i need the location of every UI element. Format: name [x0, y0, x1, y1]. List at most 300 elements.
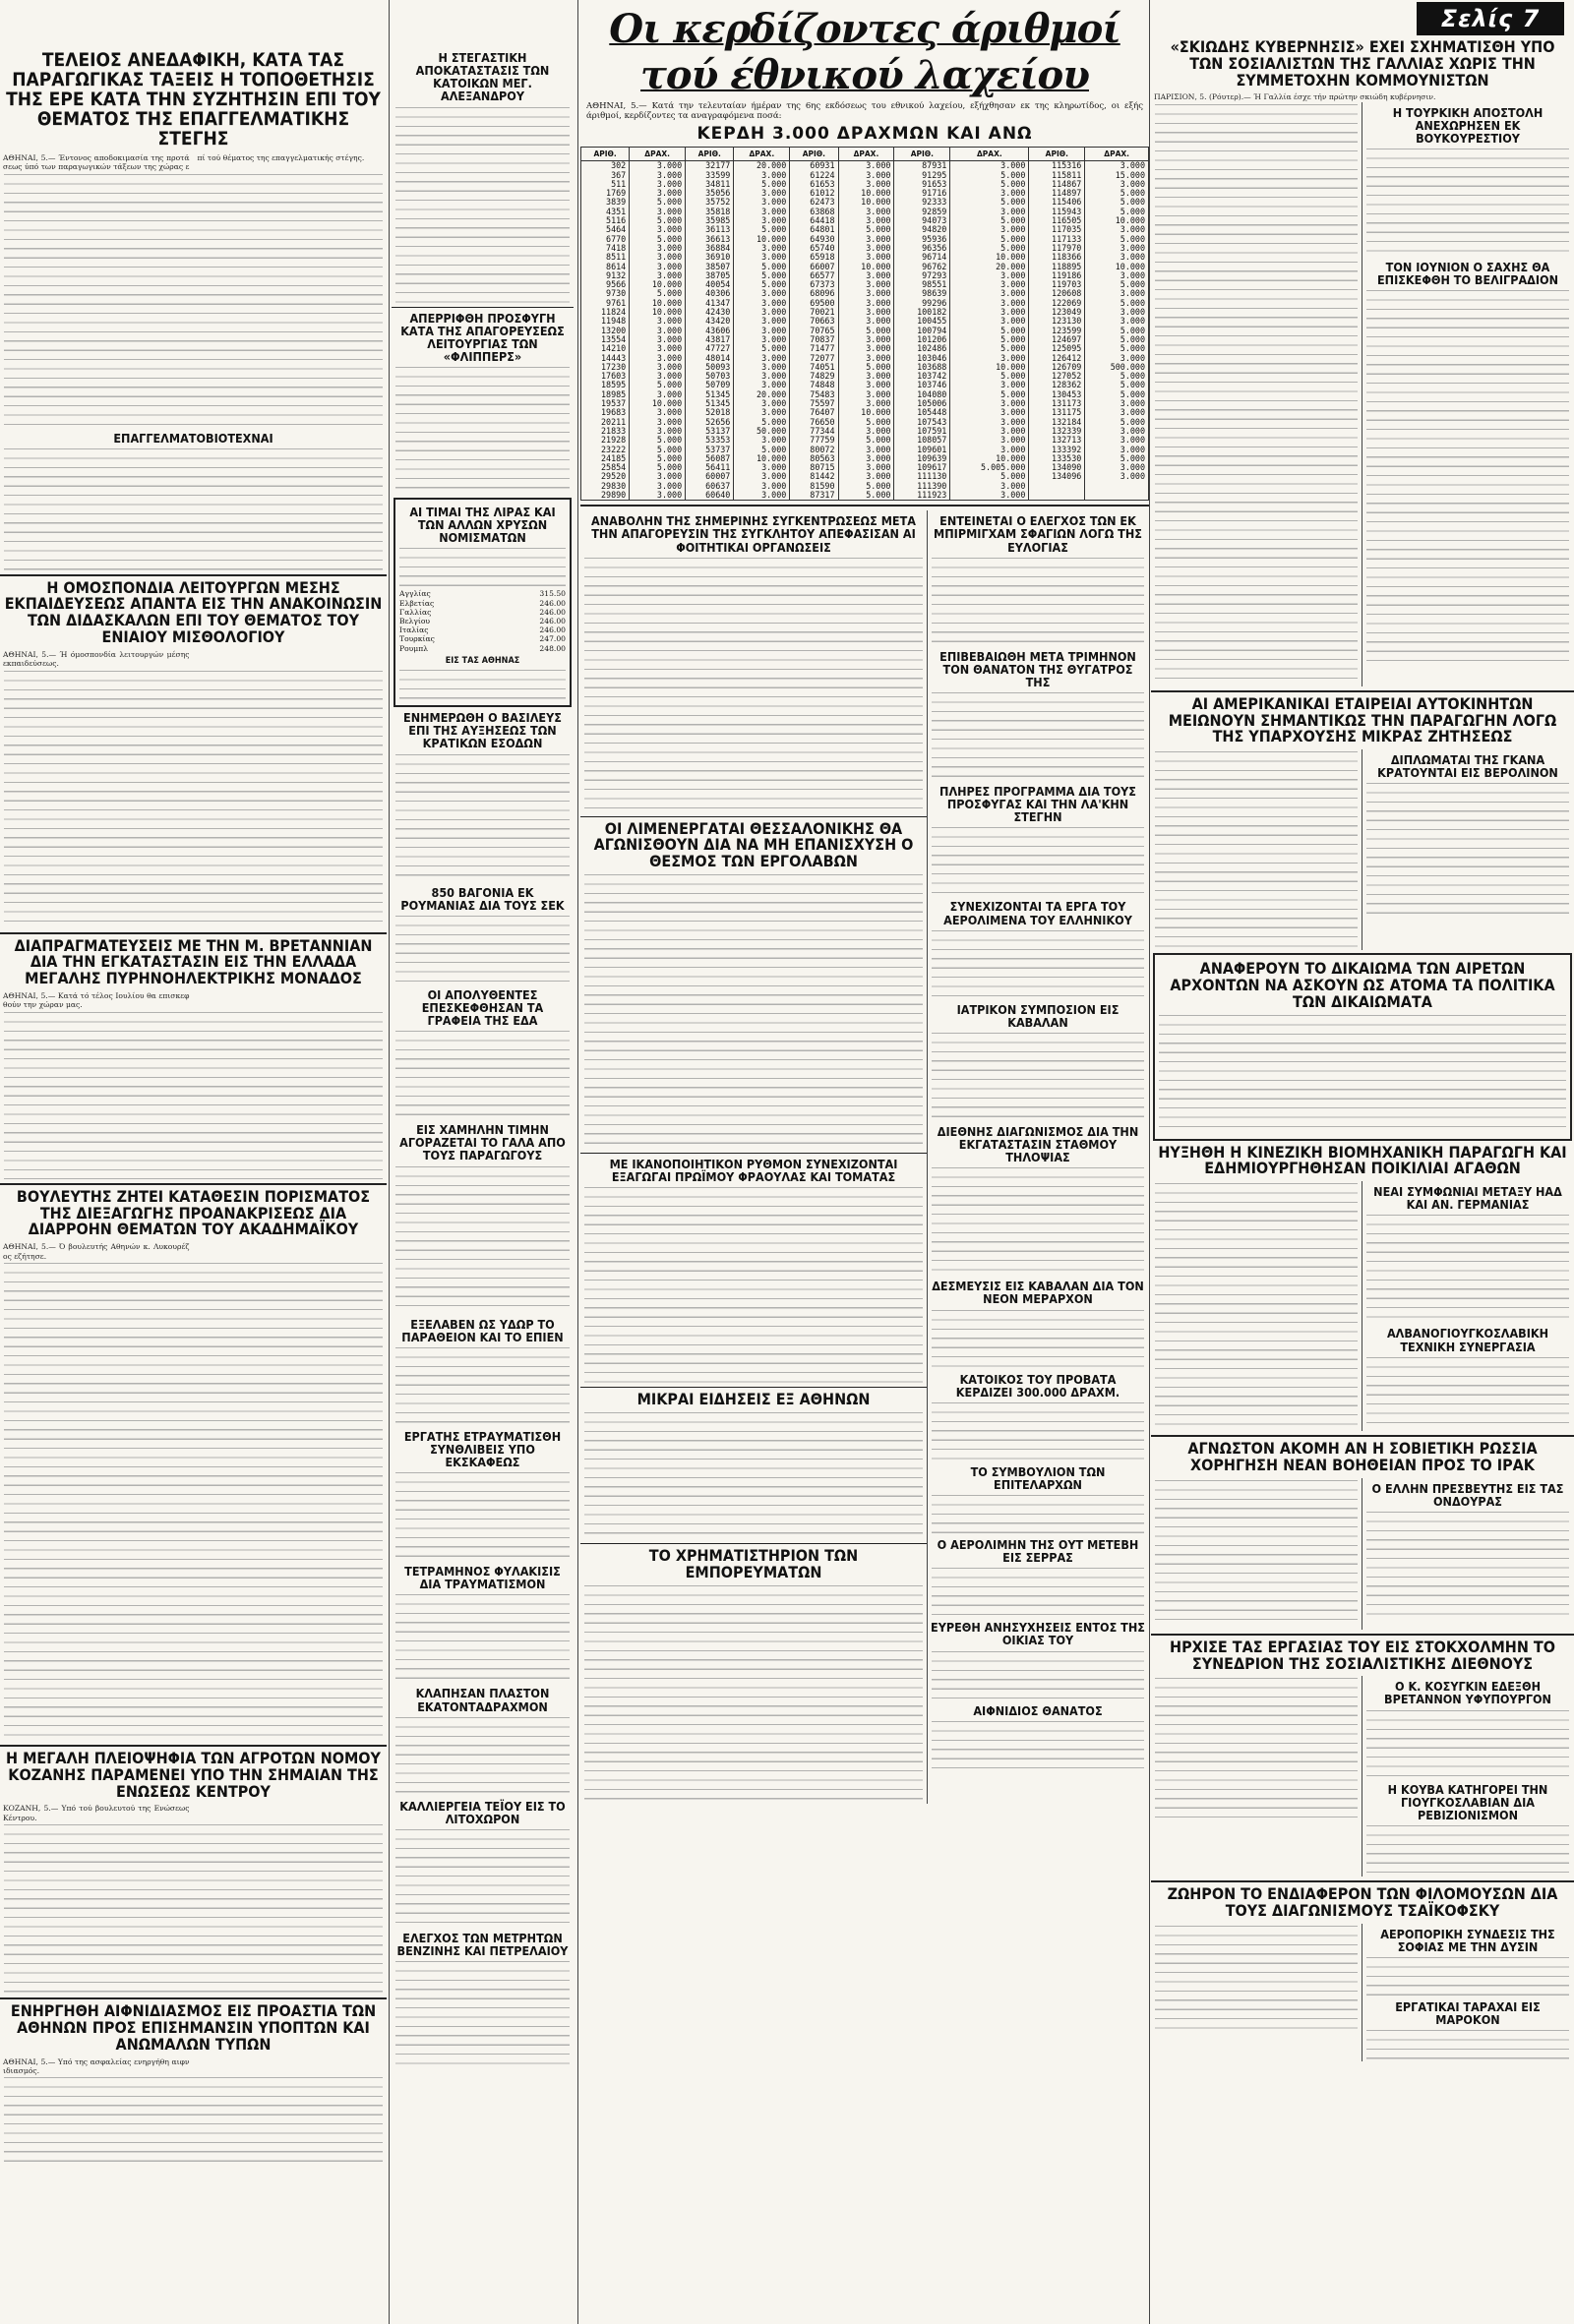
lottery-cell: 3.000	[734, 208, 790, 216]
lottery-cell: 3.000	[1085, 408, 1149, 417]
lottery-cell: 38705	[686, 271, 734, 280]
lottery-cell: 3.000	[630, 390, 686, 399]
lottery-cell: 5.000	[1085, 335, 1149, 344]
lottery-cell: 3.000	[950, 189, 1029, 198]
lottery-cell: 3.000	[1085, 436, 1149, 445]
article-body	[395, 754, 570, 882]
lottery-cell: 5.000	[838, 327, 894, 335]
headline: ΕΥΡΕΘΗ ΑΝΗΣΥΧΗΣΕΙΣ ΕΝΤΟΣ ΤΗΣ ΟΙΚΙΑΣ ΤΟΥ	[931, 1620, 1145, 1648]
lottery-cell: 35752	[686, 198, 734, 207]
lottery-cell: 119186	[1029, 271, 1085, 280]
lottery-cell: 128362	[1029, 381, 1085, 389]
article-body	[395, 1347, 570, 1426]
article-body	[395, 1031, 570, 1119]
lottery-cell: 33599	[686, 171, 734, 180]
lottery-cell: 10.000	[950, 253, 1029, 262]
lottery-cell: 122069	[1029, 299, 1085, 308]
lottery-cell: 92333	[894, 198, 950, 207]
lottery-cell: 5.000	[950, 335, 1029, 344]
lottery-cell: 10.000	[950, 363, 1029, 372]
lottery-cell: 50093	[686, 363, 734, 372]
headline: ΔΙΑΠΡΑΓΜΑΤΕΥΣΕΙΣ ΜΕ ΤΗΝ Μ. ΒΡΕΤΑΝΝΙΑΝ ΔΙΑ ΤΗΝ ΕΓΚΑΤΑΣΤΑΣΙΝ ΕΙΣ ΤΗΝ ΕΛΛΑΔΑ ΜΕΓΑΛΗΣ ΠΥΡΗΝΟΗΛΕΚΤΡΙΚΗΣ ΜΟΝΑΔΟΣ	[14, 935, 373, 988]
lottery-cell: 109617	[894, 463, 950, 472]
lottery-cell: 72077	[790, 354, 838, 363]
lottery-cell: 5.000	[630, 235, 686, 244]
lottery-cell: 74829	[790, 372, 838, 381]
headline: ΔΕΣΜΕΥΣΙΣ ΕΙΣ ΚΑΒΑΛΑΝ ΔΙΑ ΤΟΝ ΝΕΟΝ ΜΕΡΑΡΧΟΝ	[932, 1279, 1144, 1307]
lottery-cell: 3.000	[838, 308, 894, 317]
headline: ΕΠΙΒΕΒΑΙΩΘΗ ΜΕΤΑ ΤΡΙΜΗΝΟΝ ΤΟΝ ΘΑΝΑΤΟΝ ΤΗΣ ΘΥΓΑΤΡΟΣ ΤΗΣ	[939, 648, 1136, 689]
lottery-cell: 29830	[581, 482, 630, 491]
lottery-cell: 103688	[894, 363, 950, 372]
lottery-cell: 70837	[790, 335, 838, 344]
lottery-cell: 3839	[581, 198, 630, 207]
lottery-cell: 115811	[1029, 171, 1085, 180]
lottery-cell: 3.000	[630, 244, 686, 253]
headline: ΟΙ ΛΙΜΕΝΕΡΓΑΤΑΙ ΘΕΣΣΑΛΟΝΙΚΗΣ ΘΑ ΑΓΩΝΙΣΘΟΥΝ ΔΙΑ ΝΑ ΜΗ ΕΠΑΝΙΣΧΥΣΗ Ο ΘΕΣΜΟΣ ΤΩΝ ΕΡΓΟΛΑΒΩΝ	[593, 818, 914, 871]
lottery-cell: 5.000	[838, 482, 894, 491]
headline: ΔΙΕΘΝΗΣ ΔΙΑΓΩΝΙΣΜΟΣ ΔΙΑ ΤΗΝ ΕΚΓΑΤΑΣΤΑΣΙΝ ΣΤΑΘΜΟΥ ΤΗΛΟΨΙΑΣ	[937, 1123, 1139, 1165]
lottery-cell: 3.000	[838, 381, 894, 389]
lottery-cell: 119703	[1029, 280, 1085, 289]
lottery-cell: 5.000	[950, 180, 1029, 189]
lottery-cell: 61012	[790, 189, 838, 198]
price-row: Αγγλίας 315.50	[399, 589, 566, 599]
lottery-cell: 3.000	[734, 189, 790, 198]
headline: ΤΕΤΡΑΜΗΝΟΣ ΦΥΛΑΚΙΣΙΣ ΔΙΑ ΤΡΑΥΜΑΤΙΣΜΟΝ	[404, 1564, 561, 1592]
lottery-cell: 36113	[686, 225, 734, 234]
lottery-cell: 3.000	[950, 446, 1029, 454]
lottery-cell: 96714	[894, 253, 950, 262]
lottery-cell: 134090	[1029, 463, 1085, 472]
lottery-cell: 131175	[1029, 408, 1085, 417]
lottery-cell: 3.000	[630, 363, 686, 372]
lottery-cell: 5.000	[950, 472, 1029, 481]
lottery-cell: 100182	[894, 308, 950, 317]
headline: ΕΞΕΛΑΒΕΝ ΩΣ ΥΔΩΡ ΤΟ ΠΑΡΑΘΕΙΟΝ ΚΑΙ ΤΟ ΕΠΙΕΝ	[401, 1316, 564, 1344]
lottery-cell: 13200	[581, 327, 630, 335]
lottery-cell: 40306	[686, 289, 734, 298]
lottery-cell: 64418	[790, 216, 838, 225]
lottery-cell: 10.000	[734, 235, 790, 244]
lottery-cell: 5.000	[950, 216, 1029, 225]
lottery-cell: 19683	[581, 408, 630, 417]
headline: Ο Κ. ΚΟΣΥΓΚΙΝ ΕΔΕΞΘΗ ΒΡΕΤΑΝΝΟΝ ΥΦΥΠΟΥΡΓΟΝ	[1384, 1679, 1551, 1707]
lottery-cell: 3.000	[838, 208, 894, 216]
lottery-cell: 5.000	[950, 390, 1029, 399]
divider	[0, 1997, 387, 1999]
article-body	[932, 827, 1144, 896]
lottery-cell: 3.000	[734, 363, 790, 372]
lottery-cell: 102486	[894, 344, 950, 353]
lottery-cell: 3.000	[630, 372, 686, 381]
article-body	[1366, 1957, 1569, 1996]
lottery-cell: 75483	[790, 390, 838, 399]
lottery-cell: 3.000	[734, 171, 790, 180]
lottery-cell: 5.000	[734, 180, 790, 189]
lottery-cell: 5.000	[734, 225, 790, 234]
lottery-cell: 60637	[686, 482, 734, 491]
lottery-cell: 3.000	[630, 482, 686, 491]
lottery-cell	[1029, 482, 1085, 491]
lottery-cell: 3.000	[950, 225, 1029, 234]
lottery-cell: 3.000	[838, 446, 894, 454]
lottery-cell: 60640	[686, 491, 734, 501]
lottery-cell: 3.000	[630, 472, 686, 481]
lottery-cell: 117970	[1029, 244, 1085, 253]
lottery-cell: 3.000	[838, 372, 894, 381]
article-body	[4, 1012, 383, 1179]
lottery-cell: 5.000	[630, 381, 686, 389]
lottery-cell: 3.000	[1085, 463, 1149, 472]
lottery-cell: 65740	[790, 244, 838, 253]
lottery-cell: 14443	[581, 354, 630, 363]
lottery-cell: 98639	[894, 289, 950, 298]
lottery-cell: 21928	[581, 436, 630, 445]
lottery-cell: 101206	[894, 335, 950, 344]
article-body	[4, 2077, 383, 2166]
lottery-cell: 3.000	[630, 354, 686, 363]
headline: Ο ΑΕΡΟΛΙΜΗΝ ΤΗΣ ΟΥΤ ΜΕΤΕΒΗ ΕΙΣ ΣΕΡΡΑΣ	[937, 1537, 1139, 1566]
article-body	[1366, 290, 1569, 664]
lottery-cell: 3.000	[1085, 271, 1149, 280]
headline: ΑΛΒΑΝΟΓΙΟΥΓΚΟΣΛΑΒΙΚΗ ΤΕΧΝΙΚΗ ΣΥΝΕΡΓΑΣΙΑ	[1386, 1326, 1549, 1354]
article-body	[4, 1824, 383, 1994]
article-body	[1366, 2030, 1569, 2059]
lottery-cell: 100455	[894, 317, 950, 326]
lottery-cell: 126709	[1029, 363, 1085, 372]
lottery-cell: 5.000	[838, 363, 894, 372]
lottery-cell: 76650	[790, 418, 838, 427]
lottery-cell: 3.000	[838, 271, 894, 280]
article-body	[4, 671, 383, 928]
lottery-cell: 5.000	[1085, 454, 1149, 463]
lottery-cell: 3.000	[950, 208, 1029, 216]
lottery-table	[580, 147, 1149, 501]
lottery-cell: 104080	[894, 390, 950, 399]
article-body	[932, 930, 1144, 999]
page-tab: Σελίς 7	[1417, 2, 1564, 35]
lottery-cell: 5.005.000	[950, 463, 1029, 472]
lottery-cell: 29890	[581, 491, 630, 501]
lottery-cell: 3.000	[950, 317, 1029, 326]
lottery-cell: 3.000	[1085, 399, 1149, 408]
lottery-cell: 56087	[686, 454, 734, 463]
lottery-cell: 75597	[790, 399, 838, 408]
lottery-cell: 17230	[581, 363, 630, 372]
lottery-cell: 68096	[790, 289, 838, 298]
lottery-cell: 3.000	[630, 225, 686, 234]
lottery-cell: 103046	[894, 354, 950, 363]
lottery-cell: 5.000	[838, 418, 894, 427]
lottery-cell: 3.000	[950, 161, 1029, 171]
lottery-cell: 5.000	[950, 235, 1029, 244]
article-body	[395, 1829, 570, 1928]
lottery-cell: 5.000	[950, 327, 1029, 335]
lottery-cell: 10.000	[1085, 263, 1149, 271]
lottery-cell: 3.000	[838, 472, 894, 481]
divider	[0, 1745, 387, 1747]
headline: ΠΛΗΡΕΣ ΠΡΟΓΡΑΜΜΑ ΔΙΑ ΤΟΥΣ ΠΡΟΣΦΥΓΑΣ ΚΑΙ ΤΗΝ ΛΑ'ΚΗΝ ΣΤΕΓΗΝ	[939, 784, 1136, 825]
lottery-cell: 35818	[686, 208, 734, 216]
lottery-cell: 3.000	[1085, 180, 1149, 189]
lottery-cell: 76407	[790, 408, 838, 417]
lottery-cell: 132339	[1029, 427, 1085, 436]
lottery-cell: 3.000	[950, 354, 1029, 363]
article-body	[399, 670, 566, 699]
lottery-cell: 3.000	[734, 381, 790, 389]
lottery-cell: 115316	[1029, 161, 1085, 171]
article-body	[932, 1167, 1144, 1276]
headline: ΗΡΧΙΣΕ ΤΑΣ ΕΡΓΑΣΙΑΣ ΤΟΥ ΕΙΣ ΣΤΟΚΧΟΛΜΗΝ ΤΟ ΣΥΝΕΔΡΙΟΝ ΤΗΣ ΣΟΣΙΑΛΙΣΤΙΚΗΣ ΔΙΕΘΝΟΥΣ	[1170, 1637, 1555, 1673]
lottery-cell: 8614	[581, 263, 630, 271]
lottery-cell: 3.000	[630, 344, 686, 353]
lottery-cell: 3.000	[838, 180, 894, 189]
lottery-cell: 70021	[790, 308, 838, 317]
lottery-cell: 3.000	[838, 335, 894, 344]
article-body	[1366, 149, 1569, 257]
headline: ΕΡΓΑΤΗΣ ΕΤΡΑΥΜΑΤΙΣΘΗ ΣΥΝΘΛΙΒΕΙΣ ΥΠΟ ΕΚΣΚΑΦΕΩΣ	[403, 1428, 562, 1470]
lottery-cell: 10.000	[838, 408, 894, 417]
lottery-cell: 61653	[790, 180, 838, 189]
lottery-cell: 3.000	[1085, 317, 1149, 326]
article-body	[395, 1472, 570, 1561]
headline: ΑΙ ΑΜΕΡΙΚΑΝΙΚΑΙ ΕΤΑΙΡΕΙΑΙ ΑΥΤΟΚΙΝΗΤΩΝ ΜΕΙΩΝΟΥΝ ΣΗΜΑΝΤΙΚΩΣ ΤΗΝ ΠΑΡΑΓΩΓΗΝ ΛΟΓΩ ΤΗΣ ΥΠΑΡΧΟΥΣΗΣ ΜΙΚΡΑΣ ΖΗΤΗΣΕΩΣ	[1168, 693, 1557, 746]
article-body	[4, 174, 383, 428]
lottery-cell: 3.000	[734, 482, 790, 491]
lottery-cell: 3.000	[950, 482, 1029, 491]
price-row: Γαλλίας 246.00	[399, 607, 566, 617]
article-body	[1366, 1710, 1569, 1779]
lottery-cell: 52018	[686, 408, 734, 417]
lottery-cell: 5.000	[950, 244, 1029, 253]
lottery-cell: 123130	[1029, 317, 1085, 326]
lottery-cell: 43817	[686, 335, 734, 344]
lottery-cell: 5.000	[950, 198, 1029, 207]
headline: ΕΝΤΕΙΝΕΤΑΙ Ο ΕΛΕΓΧΟΣ ΤΩΝ ΕΚ ΜΠΙΡΜΙΓΧΑΜ ΣΦΑΓΙΩΝ ΛΟΓΩ ΤΗΣ ΕΥΛΟΓΙΑΣ	[934, 513, 1142, 555]
lottery-cell: 9761	[581, 299, 630, 308]
lottery-cell: 133392	[1029, 446, 1085, 454]
headline: ΤΟ ΣΥΜΒΟΥΛΙΟΝ ΤΩΝ ΕΠΙΤΕΛΑΡΧΩΝ	[970, 1463, 1106, 1492]
headline: ΖΩΗΡΟΝ ΤΟ ΕΝΔΙΑΦΕΡΟΝ ΤΩΝ ΦΙΛΟΜΟΥΣΩΝ ΔΙΑ ΤΟΥΣ ΔΙΑΓΩΝΙΣΜΟΥΣ ΤΣΑΪΚΟΦΣΚΥ	[1167, 1883, 1558, 1920]
lottery-cell: 3.000	[734, 463, 790, 472]
lottery-cell: 3.000	[734, 399, 790, 408]
column-4	[1151, 0, 1574, 2061]
lottery-cell: 87931	[894, 161, 950, 171]
lottery-cell: 5.000	[630, 446, 686, 454]
lottery-column-header: ΔΡΑΧ.	[950, 148, 1029, 161]
lottery-cell: 107543	[894, 418, 950, 427]
lottery-cell: 5.000	[734, 418, 790, 427]
lottery-cell: 5.000	[838, 225, 894, 234]
lottery-cell: 111923	[894, 491, 950, 501]
lottery-cell: 3.000	[950, 399, 1029, 408]
lottery-cell: 10.000	[630, 399, 686, 408]
lottery-column-header: ΑΡΙΘ.	[790, 148, 838, 161]
lottery-cell: 3.000	[838, 216, 894, 225]
lottery-cell: 5.000	[1085, 327, 1149, 335]
lottery-cell: 69500	[790, 299, 838, 308]
headline: ΔΙΠΛΩΜΑΤΑΙ ΤΗΣ ΓΚΑΝΑ ΚΡΑΤΟΥΝΤΑΙ ΕΙΣ ΒΕΡΟΛΙΝΟΝ	[1377, 752, 1558, 781]
lottery-cell: 6770	[581, 235, 630, 244]
lottery-cell: 53353	[686, 436, 734, 445]
lottery-cell: 1769	[581, 189, 630, 198]
lottery-cell: 3.000	[630, 317, 686, 326]
lottery-cell: 20.000	[734, 161, 790, 171]
article-body	[1155, 751, 1358, 948]
lottery-cell: 114897	[1029, 189, 1085, 198]
lottery-cell: 56411	[686, 463, 734, 472]
lottery-cell: 3.000	[838, 235, 894, 244]
lottery-column-header: ΑΡΙΘ.	[1029, 148, 1085, 161]
lottery-cell: 3.000	[630, 253, 686, 262]
price-row: Ελβετίας 246.00	[399, 598, 566, 608]
headline: ΚΛΑΠΗΣΑΝ ΠΛΑΣΤΟΝ ΕΚΑΤΟΝΤΑΔΡΑΧΜΟΝ	[415, 1686, 550, 1714]
lottery-cell: 3.000	[734, 253, 790, 262]
lottery-cell: 3.000	[734, 408, 790, 417]
lottery-cell: 32177	[686, 161, 734, 171]
lottery-column-header: ΔΡΑΧ.	[838, 148, 894, 161]
lottery-cell: 53737	[686, 446, 734, 454]
lottery-cell: 5.000	[630, 216, 686, 225]
lottery-cell: 5.000	[630, 436, 686, 445]
lottery-cell: 5.000	[1085, 418, 1149, 427]
lottery-column-header: ΔΡΑΧ.	[734, 148, 790, 161]
article-body	[1159, 1015, 1566, 1133]
article-body	[932, 1033, 1144, 1121]
lottery-cell: 3.000	[734, 299, 790, 308]
lottery-cell: 3.000	[950, 491, 1029, 501]
lottery-cell: 5.000	[734, 271, 790, 280]
article-body	[1366, 783, 1569, 921]
lottery-cell: 60931	[790, 161, 838, 171]
lottery-cell: 367	[581, 171, 630, 180]
lottery-cell: 3.000	[950, 408, 1029, 417]
lottery-cell: 5464	[581, 225, 630, 234]
lottery-cell: 5.000	[734, 280, 790, 289]
article-body	[1155, 1678, 1358, 1825]
lottery-cell: 11948	[581, 317, 630, 326]
article-body	[584, 1412, 923, 1540]
headline: ΜΙΚΡΑΙ ΕΙΔΗΣΕΙΣ ΕΞ ΑΘΗΝΩΝ	[636, 1390, 871, 1409]
lottery-cell: 118366	[1029, 253, 1085, 262]
lottery-cell: 43606	[686, 327, 734, 335]
lottery-cell: 48014	[686, 354, 734, 363]
price-row: Ρουμπλ 248.00	[399, 643, 566, 653]
lottery-cell: 3.000	[1085, 354, 1149, 363]
lottery-cell: 3.000	[838, 399, 894, 408]
lottery-cell: 36884	[686, 244, 734, 253]
lottery-cell: 66577	[790, 271, 838, 280]
lottery-cell: 35985	[686, 216, 734, 225]
lottery-cell: 5116	[581, 216, 630, 225]
lottery-cell: 74848	[790, 381, 838, 389]
article-body	[1155, 104, 1358, 685]
lottery-cell: 3.000	[1085, 161, 1149, 171]
lottery-cell: 5.000	[1085, 299, 1149, 308]
lottery-cell: 63868	[790, 208, 838, 216]
article-lead: ΑΘΗΝΑΙ, 5.— Ό βουλευτής Αθηνών κ. Λυκουρέζος εζήτησε.	[3, 1242, 190, 1261]
lottery-cell: 36613	[686, 235, 734, 244]
lottery-cell: 3.000	[630, 208, 686, 216]
headline: ΕΝΗΡΓΗΘΗ ΑΙΦΝΙΔΙΑΣΜΟΣ ΕΙΣ ΠΡΟΑΣΤΙΑ ΤΩΝ ΑΘΗΝΩΝ ΠΡΟΣ ΕΠΙΣΗΜΑΝΣΙΝ ΥΠΟΠΤΩΝ ΚΑΙ ΑΝΩΜΑΛΩΝ ΤΥΠΩΝ	[10, 2001, 377, 2054]
lottery-cell: 3.000	[734, 472, 790, 481]
lottery-cell: 91295	[894, 171, 950, 180]
article-lead: ΚΟΖΑΝΗ, 5.— Υπό τού βουλευτού της Ενώσεως Κέντρου.	[3, 1804, 190, 1822]
article-body	[395, 1166, 570, 1314]
article-lead: ΑΘΗΝΑΙ, 5.— Έντονος αποδοκιμασία της προτάσεως ύπό των παραγωγικών τάξεων της χώρας επί τού θέματος της επαγγελματικής στέγης.	[3, 152, 365, 172]
lottery-cell: 77344	[790, 427, 838, 436]
headline: ΤΟΝ ΙΟΥΝΙΟΝ Ο ΣΑΧΗΣ ΘΑ ΕΠΙΣΚΕΦΘΗ ΤΟ ΒΕΛΙΓΡΑΔΙΟΝ	[1376, 260, 1559, 288]
headline: ΚΑΛΛΙΕΡΓΕΙΑ ΤΕΪΟΥ ΕΙΣ ΤΟ ΛΙΤΟΧΩΡΟΝ	[399, 1798, 566, 1826]
lottery-cell: 3.000	[1085, 253, 1149, 262]
lottery-column-header: ΑΡΙΘ.	[894, 148, 950, 161]
article-body	[584, 1585, 923, 1802]
price-row: Βελγίου 246.00	[399, 616, 566, 626]
lottery-cell: 3.000	[630, 180, 686, 189]
lottery-cell: 3.000	[838, 390, 894, 399]
lottery-cell: 3.000	[734, 491, 790, 501]
lottery-cell: 117133	[1029, 235, 1085, 244]
lottery-cell: 34811	[686, 180, 734, 189]
lottery-cell: 3.000	[838, 317, 894, 326]
headline: «ΣΚΙΩΔΗΣ ΚΥΒΕΡΝΗΣΙΣ» ΕΧΕΙ ΣΧΗΜΑΤΙΣΘΗ ΥΠΟ ΤΩΝ ΣΟΣΙΑΛΙΣΤΩΝ ΤΗΣ ΓΑΛΛΙΑΣ ΧΩΡΙΣ ΤΗΝ ΣΥΜΜΕΤΟΧΗΝ ΚΟΜΜΟΥΝΙΣΤΩΝ	[1170, 37, 1555, 89]
lottery-cell: 3.000	[734, 308, 790, 317]
lottery-cell: 91716	[894, 189, 950, 198]
lottery-cell: 3.000	[734, 317, 790, 326]
lottery-cell: 51345	[686, 390, 734, 399]
lottery-cell: 117035	[1029, 225, 1085, 234]
headline: ΤΕΛΕΙΟΣ ΑΝΕΔΑΦΙΚΗ, ΚΑΤΑ ΤΑΣ ΠΑΡΑΓΩΓΙΚΑΣ ΤΑΞΕΙΣ Η ΤΟΠΟΘΕΤΗΣΙΣ ΤΗΣ ΕΡΕ ΚΑΤΑ ΤΗΝ ΣΥΖΗΤΗΣΙΝ ΕΠΙ ΤΟΥ ΘΕΜΑΤΟΣ ΤΗΣ ΕΠΑΓΓΕΛΜΑΤΙΚΗΣ ΣΤΕΓΗΣ	[6, 49, 381, 149]
lottery-cell: 107591	[894, 427, 950, 436]
lottery-cell: 3.000	[838, 253, 894, 262]
lottery-cell: 7418	[581, 244, 630, 253]
lottery-cell: 3.000	[838, 344, 894, 353]
column-3	[580, 0, 1149, 1804]
headline: ΑΓΝΩΣΤΟΝ ΑΚΟΜΗ ΑΝ Η ΣΟΒΙΕΤΙΚΗ ΡΩΣΣΙΑ ΧΟΡΗΓΗΣΗ ΝΕΑΝ ΒΟΗΘΕΙΑΝ ΠΡΟΣ ΤΟ ΙΡΑΚ	[1187, 1439, 1538, 1474]
lottery-cell: 77759	[790, 436, 838, 445]
lottery-cell	[1085, 482, 1149, 491]
lottery-cell: 62473	[790, 198, 838, 207]
article-body	[932, 1721, 1144, 1770]
headline: Η ΟΜΟΣΠΟΝΔΙΑ ΛΕΙΤΟΥΡΓΩΝ ΜΕΣΗΣ ΕΚΠΑΙΔΕΥΣΕΩΣ ΑΠΑΝΤΑ ΕΙΣ ΤΗΝ ΑΝΑΚΟΙΝΩΣΙΝ ΤΩΝ ΔΙΔΑΣΚΑΛΩΝ ΕΠΙ ΤΟΥ ΘΕΜΑΤΟΣ ΤΟΥ ΕΝΙΑΙΟΥ ΜΙΣΘΟΛΟΓΙΟΥ	[4, 577, 383, 647]
lottery-cell: 17603	[581, 372, 630, 381]
lottery-cell: 3.000	[734, 289, 790, 298]
lottery-cell	[1029, 491, 1085, 501]
lottery-cell: 91653	[894, 180, 950, 189]
column-1	[0, 0, 387, 2168]
divider	[0, 574, 387, 576]
lottery-cell: 5.000	[630, 454, 686, 463]
lottery-cell: 81590	[790, 482, 838, 491]
lottery-cell: 118895	[1029, 263, 1085, 271]
lottery-cell: 3.000	[838, 280, 894, 289]
lottery-cell: 10.000	[838, 263, 894, 271]
lottery-cell: 61224	[790, 171, 838, 180]
lottery-cell: 41347	[686, 299, 734, 308]
headline: ΒΟΥΛΕΥΤΗΣ ΖΗΤΕΙ ΚΑΤΑΘΕΣΙΝ ΠΟΡΙΣΜΑΤΟΣ ΤΗΣ ΔΙΕΞΑΓΩΓΗΣ ΠΡΟΑΝΑΚΡΙΣΕΩΣ ΔΙΑ ΔΙΑΡΡΟΗΝ ΘΕΜΑΤΩΝ ΤΟΥ ΑΚΑΔΗΜΑΪΚΟΥ	[16, 1186, 371, 1239]
article-body	[395, 916, 570, 984]
headline: ΝΕΑΙ ΣΥΜΦΩΝΙΑΙ ΜΕΤΑΞΥ ΗΑΔ ΚΑΙ ΑΝ. ΓΕΡΜΑΝΙΑΣ	[1373, 1184, 1562, 1213]
lottery-cell: 80563	[790, 454, 838, 463]
headline: ΗΥΞΗΘΗ Η ΚΙΝΕΖΙΚΗ ΒΙΟΜΗΧΑΝΙΚΗ ΠΑΡΑΓΩΓΗ ΚΑΙ ΕΔΗΜΙΟΥΡΓΗΘΗΣΑΝ ΠΟΙΚΙΛΙΑΙ ΑΓΑΘΩΝ	[1158, 1142, 1567, 1178]
lottery-cell: 3.000	[838, 463, 894, 472]
headline: ΕΛΕΓΧΟΣ ΤΩΝ ΜΕΤΡΗΤΩΝ ΒΕΝΖΙΝΗΣ ΚΑΙ ΠΕΤΡΕΛΑΙΟΥ	[396, 1930, 569, 1959]
lottery-lead: ΑΘΗΝΑΙ, 5.— Κατά την τελευταίαν ήμέραν της 6ης εκδόσεως του εθνικού λαχείου, εξήχθησαν εκ της κληρωτίδος, οι εξής άριθμοί, κερδίζοντες τα αναγραφόμενα ποσά:	[586, 101, 1143, 121]
lottery-cell: 42430	[686, 308, 734, 317]
article-body	[932, 1495, 1144, 1534]
lottery-cell: 5.000	[1085, 280, 1149, 289]
